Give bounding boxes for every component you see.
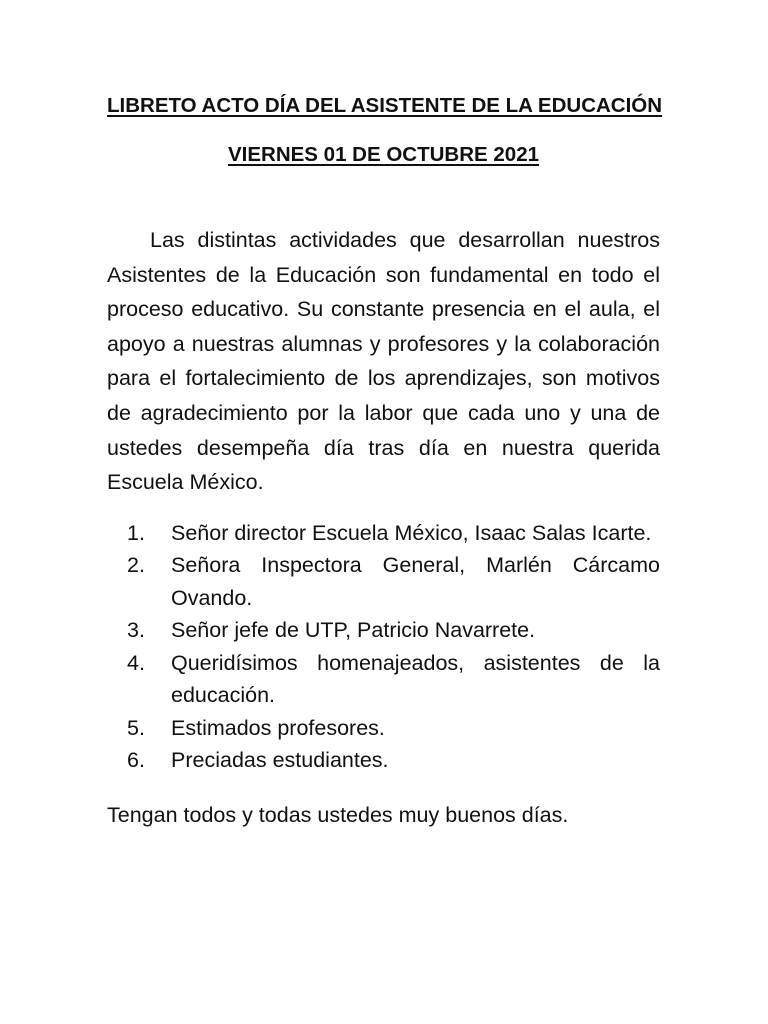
list-item-text: Estimados profesores. (171, 715, 385, 740)
list-item-text: Queridísimos homenajeados, asistentes de la educación. (171, 650, 660, 708)
list-item-text: Señor director Escuela México, Isaac Salas Icarte. (171, 520, 652, 545)
list-item (107, 517, 660, 550)
list-item-number: 3. (127, 618, 145, 643)
list-item-number: 1. (127, 520, 145, 545)
list-item-number: 2. (127, 553, 145, 578)
list-item-number: 6. (127, 748, 145, 773)
document-date: VIERNES 01 DE OCTUBRE 2021 (227, 143, 540, 166)
list-item (107, 647, 660, 712)
list-item-text: Preciadas estudiantes. (171, 748, 389, 773)
intro-paragraph: Las distintas actividades que desarrollan nuestros Asistentes de la Educación son fundamental en todo el proceso educativo. Su constante presencia en el aula, el apoyo a nuestras alumnas y profesores y la colaboración para el fortalecimiento de los aprendizajes, son motivos de agradecimiento por la labor que cada uno y una de ustedes desempeña día tras día en nuestra querida Escuela México. (107, 228, 660, 495)
list-item-text: Señora Inspectora General, Marlén Cárcamo Ovando. (171, 553, 660, 610)
list-item-text: Señor jefe de UTP, Patricio Navarrete. (171, 618, 536, 643)
list-item (107, 614, 660, 647)
list-item-number: 4. (127, 650, 145, 675)
list-item (107, 744, 660, 777)
list-item-number: 5. (127, 715, 145, 740)
closing-line: Tengan todos y todas ustedes muy buenos días. (107, 802, 569, 827)
list-item (107, 712, 660, 745)
list-item (107, 549, 660, 614)
salutation-list (107, 517, 660, 777)
document-title: LIBRETO ACTO DÍA DEL ASISTENTE DE LA EDUCACIÓN (107, 94, 663, 117)
